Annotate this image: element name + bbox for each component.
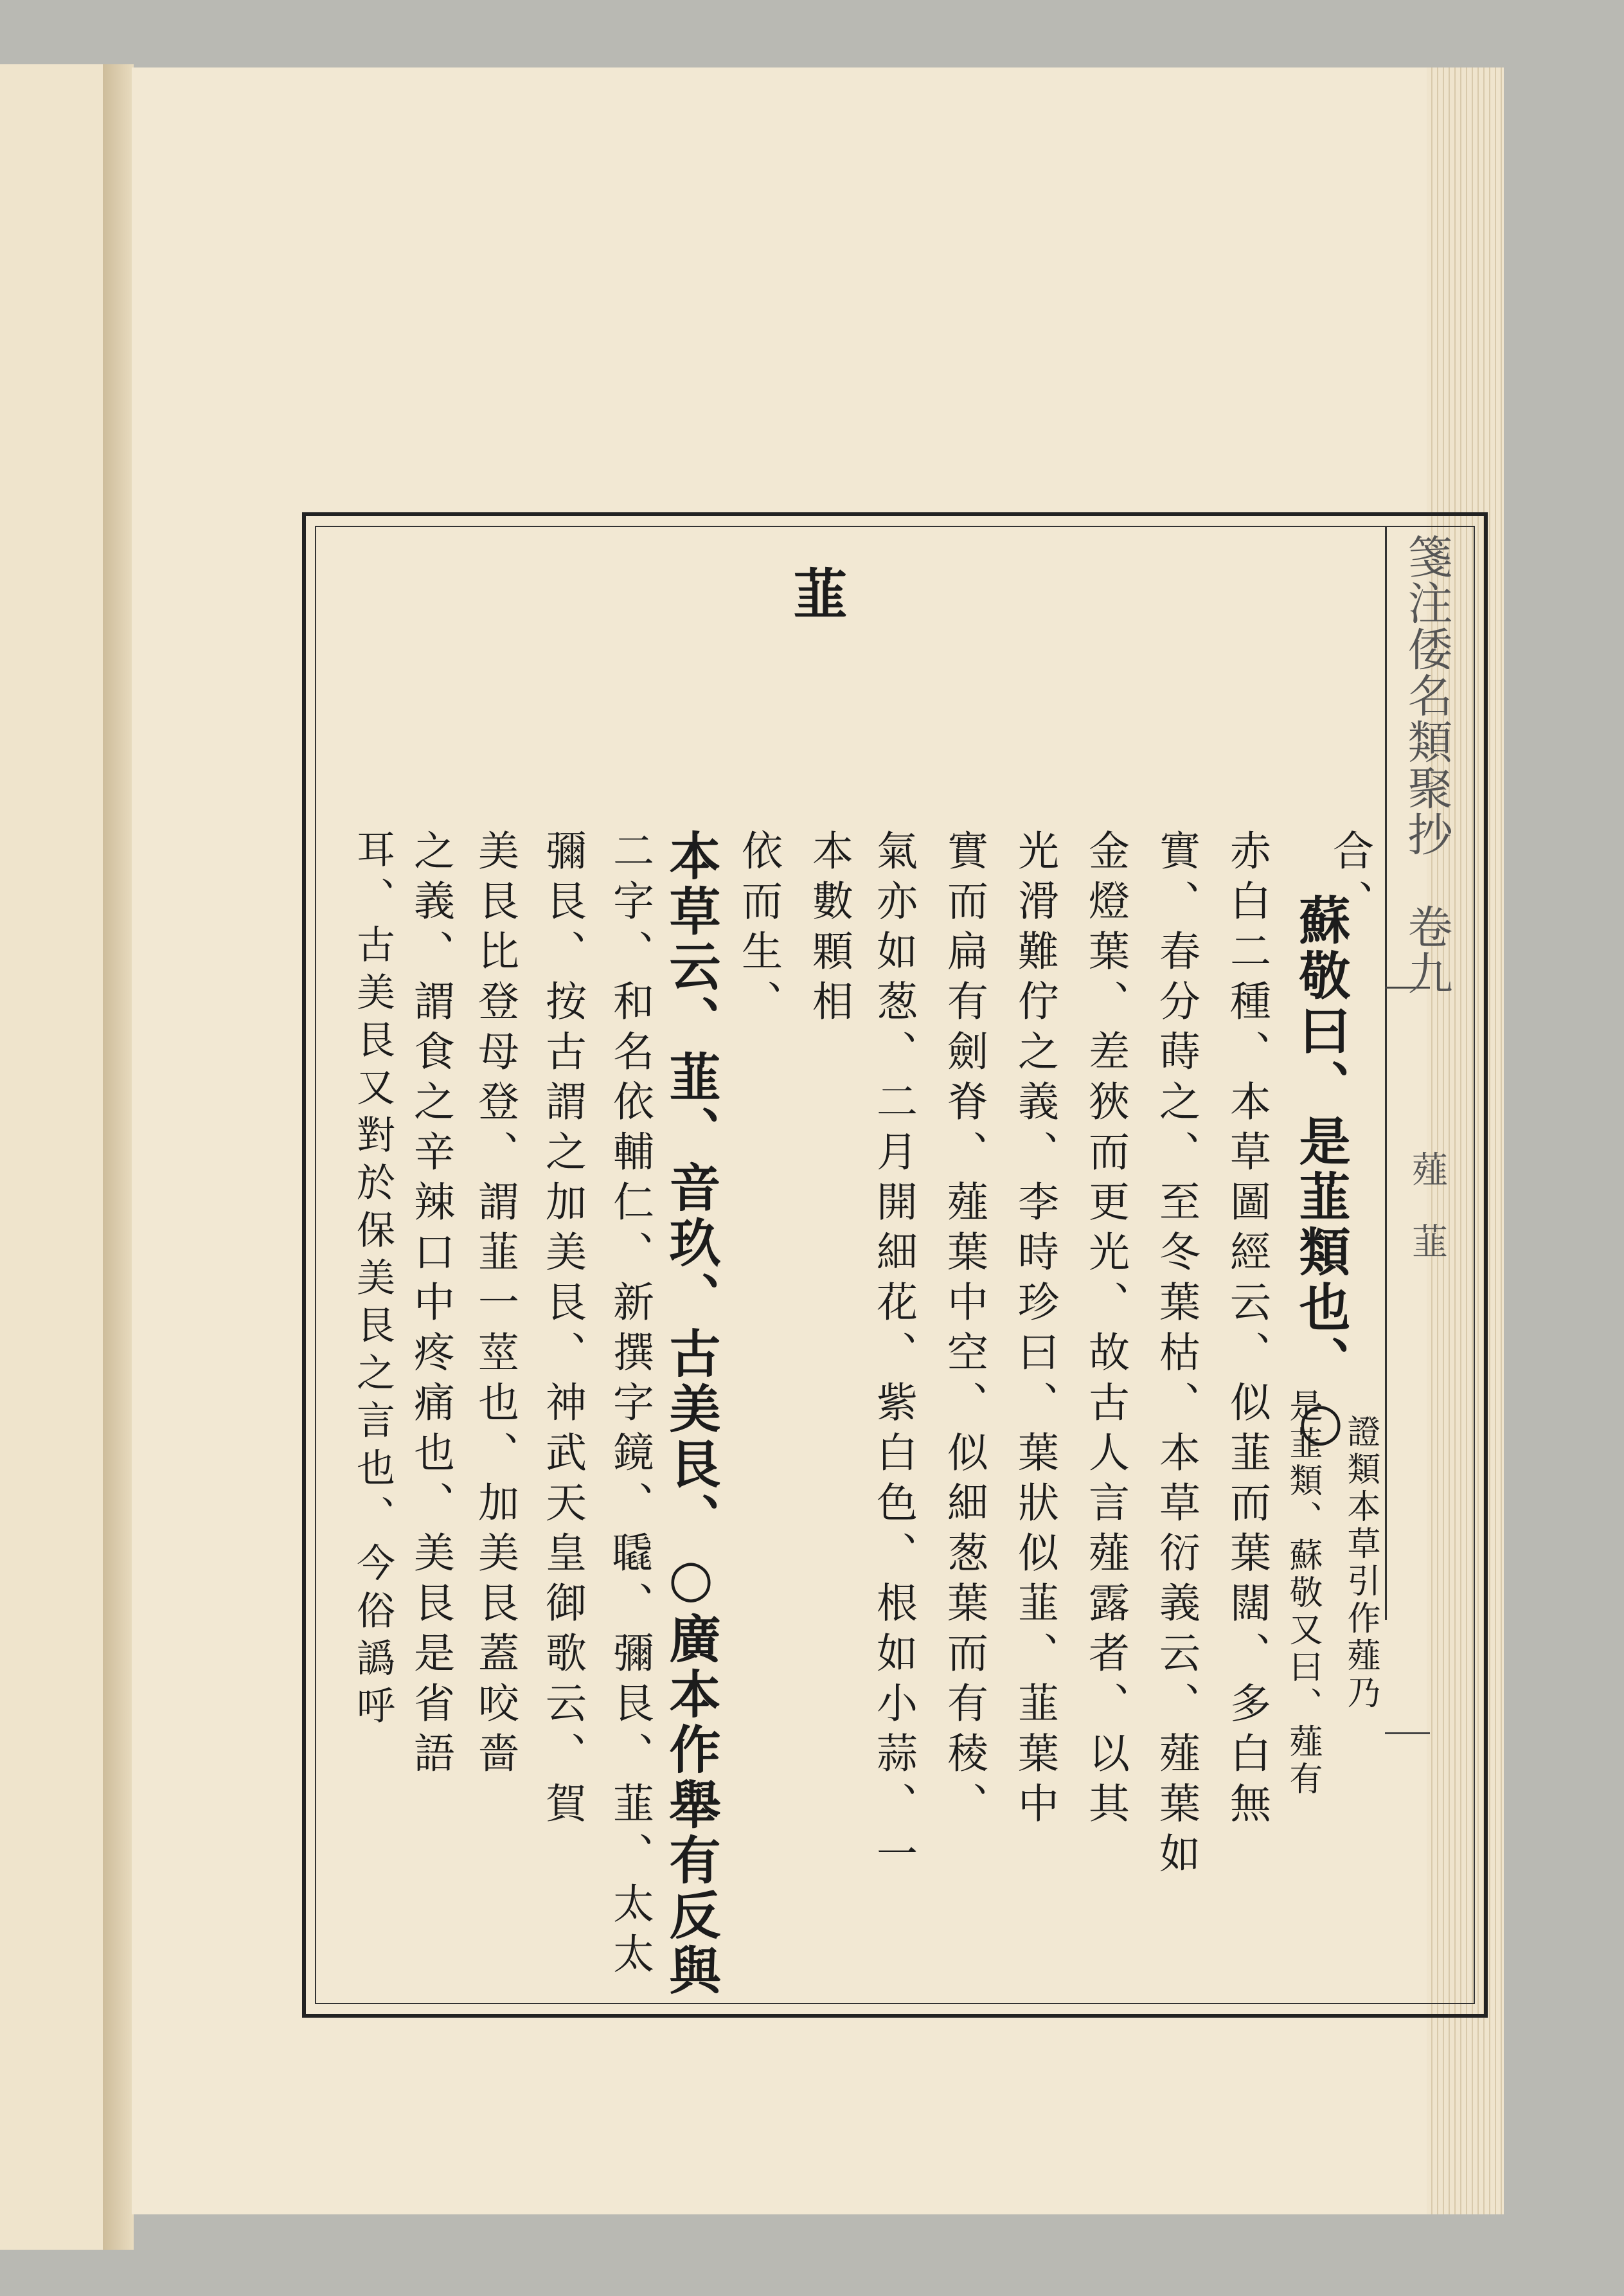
text-column-7: 實而扁有劍脊、薤葉中空、似細葱葉而有稜、 (940, 829, 988, 1832)
text-column-8: 氣亦如葱、二月開細花、紫白色、根如小蒜、一 (870, 829, 917, 1882)
text-column-1: 合、 (1326, 829, 1373, 929)
text-column-5: 金燈葉、差狹而更光、故古人言薤露者、以其 (1082, 829, 1129, 1832)
annotation-1: 證類本草引作薤乃 (1341, 1414, 1380, 1712)
running-title: 箋注倭名類聚抄 卷九 (1400, 534, 1453, 996)
running-subtitle: 薤 韮 (1406, 1151, 1448, 1259)
book-gutter (103, 64, 134, 2250)
left-page (0, 64, 105, 2250)
text-column-15: 之義、謂食之辛辣口中疼痛也、美艮是省語 (407, 829, 454, 1782)
text-column-11: 本草云、韮、音玖、古美艮、○廣本作舉有反與 (661, 829, 721, 1999)
text-column-3: 赤白二種、本草圖經云、似韮而葉闊、多白無 (1223, 829, 1271, 1832)
entry-heading: 韮 (785, 566, 848, 620)
text-column-2: 蘇敬曰、是韮類也、○ (1290, 893, 1351, 1455)
text-column-4: 實、春分蒔之、至冬葉枯、本草衍義云、薤葉如 (1152, 829, 1200, 1882)
annotation-2: 是韮類、蘇敬又曰、薤有 (1283, 1388, 1322, 1798)
text-column-10: 依而生、 (735, 829, 782, 1030)
text-column-6: 光滑難佇之義、李時珍曰、葉狀似韮、韮葉中 (1011, 829, 1058, 1832)
text-column-14: 美艮比登母登、謂韮一莖也、加美艮蓋咬嗇 (471, 829, 519, 1782)
text-column-16: 耳、古美艮又對於保美艮之言也、今俗譌呼 (350, 829, 395, 1733)
divider-2 (1385, 1732, 1430, 1734)
text-column-12: 二字、和名依輔仁、新撰字鏡、𦗨、彌艮、韮、太太 (606, 829, 654, 1982)
text-column-9: 本數顆相 (805, 829, 853, 1030)
margin-rule (1385, 527, 1387, 1620)
text-column-13: 彌艮、按古謂之加美艮、神武天皇御歌云、賀 (539, 829, 586, 1832)
